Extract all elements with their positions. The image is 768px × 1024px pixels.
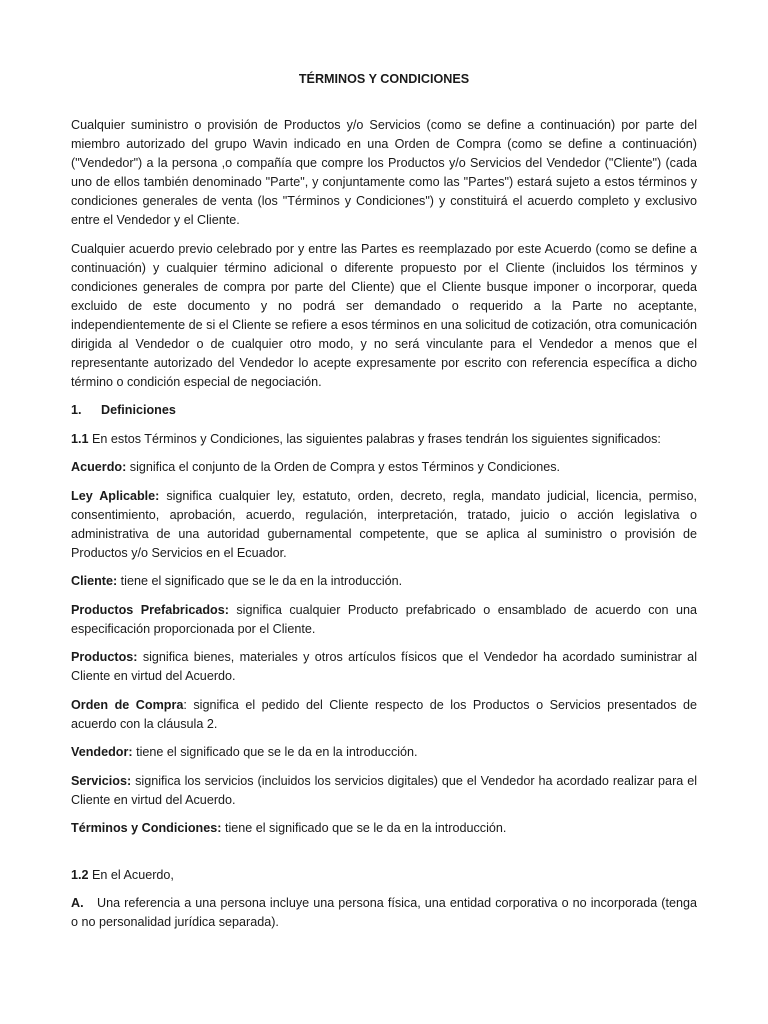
section-heading-definiciones: [71, 401, 697, 420]
section-number: 1.: [71, 403, 82, 417]
definition-term: Ley Aplicable:: [71, 488, 160, 503]
definition-text: significa bienes, materiales y otros artículos físicos que el Vendedor ha acordado suministrar al Cliente en virtud del Acuerdo.: [71, 650, 697, 683]
document-title: TÉRMINOS Y CONDICIONES: [298, 72, 470, 86]
definition-productos-prefabricados: [71, 601, 697, 639]
definition-servicios: [71, 772, 697, 810]
definition-cliente: [71, 572, 697, 591]
clause-text: En estos Términos y Condiciones, las siguientes palabras y frases tendrán los siguientes significados:: [88, 431, 661, 446]
definition-term: Vendedor:: [71, 745, 133, 759]
definition-acuerdo: [71, 458, 697, 477]
definition-text: significa el conjunto de la Orden de Compra y estos Términos y Condiciones.: [126, 460, 561, 474]
blank-line: [71, 848, 697, 866]
definition-orden-de-compra: [71, 696, 697, 734]
definition-term: Productos Prefabricados:: [71, 602, 229, 617]
intro-paragraph-1: Cualquier suministro o provisión de Productos y/o Servicios (como se define a continuación) por parte del miembro autorizado del grupo Wavin indicado en una Orden de Compra (como se define a continuación) ("Vendedor") a la persona ,o compañía que compre los Productos y/o Servicios del Vendedor ("Cliente") (cada uno de ellos también denominado "Parte", y conjuntamente como las "Partes") estará sujeto a estos términos y condiciones generales de venta (los "Términos y Condiciones") y constituirá el acuerdo completo y exclusivo entre el Vendedor y el Cliente.: [71, 118, 697, 227]
clause-text: En el Acuerdo,: [88, 867, 174, 882]
clause-1-1: [71, 430, 697, 449]
definition-term: Servicios:: [71, 773, 132, 788]
definition-term: Productos:: [71, 650, 138, 664]
definition-text: significa cualquier ley, estatuto, orden, decreto, regla, mandato judicial, licencia, permiso, consentimiento, aprobación, acuerdo, regulación, interpretación, tratado, juicio o acción legislativa o administrativa de una autoridad gubernamental competente, que se aplica al suministro o provisión de Productos y/o Servicios en el Ecuador.: [71, 488, 697, 560]
definition-productos: [71, 648, 697, 686]
definition-term: Orden de Compra: [71, 697, 184, 712]
clause-1-2: [71, 866, 697, 885]
intro-paragraph-2: Cualquier acuerdo previo celebrado por y entre las Partes es reemplazado por este Acuerdo (como se define a continuación) y cualquier término adicional o diferente propuesto por el Cliente (incluidos los términos y condiciones generales de compra por parte del Cliente) que el Cliente busque imponer o incorporar, queda excluido de este documento y no podrá ser demandado o requerido a la Parte no aceptante, independientemente de si el Cliente se refiere a esos términos en una solicitud de cotización, otra comunicación dirigida al Vendedor o de cualquier otro modo, y no será vinculante para el Vendedor a menos que el representante autorizado del Vendedor lo acepte expresamente por escrito con referencia específica a dicho término o condición especial de negociación.: [71, 241, 697, 389]
definition-text: tiene el significado que se le da en la introducción.: [117, 574, 403, 588]
definition-term: Acuerdo:: [71, 460, 127, 474]
item-text: Una referencia a una persona incluye una persona física, una entidad corporativa o no incorporada (tenga o no personalidad jurídica separada).: [71, 896, 697, 929]
definition-ley-aplicable: [71, 487, 697, 563]
definition-text: : significa el pedido del Cliente respecto de los Productos o Servicios presentados de acuerdo con la cláusula 2.: [71, 697, 698, 731]
definition-text: tiene el significado que se le da en la introducción.: [132, 745, 418, 759]
definition-terminos-y-condiciones: [71, 819, 697, 838]
definition-term: Cliente:: [71, 574, 118, 588]
document-page: [71, 70, 697, 942]
definition-text: significa los servicios (incluidos los servicios digitales) que el Vendedor ha acordado realizar para el Cliente en virtud del Acuerdo.: [71, 773, 697, 807]
item-letter: A.: [71, 896, 84, 910]
definition-text: significa cualquier Producto prefabricado o ensamblado de acuerdo con una especificación proporcionada por el Cliente.: [71, 602, 697, 636]
section-title: Definiciones: [101, 403, 176, 417]
item-a: [71, 894, 697, 932]
definition-text: tiene el significado que se le da en la introducción.: [221, 821, 507, 835]
definition-term: Términos y Condiciones:: [71, 821, 222, 835]
clause-number: 1.2: [71, 867, 89, 882]
clause-number: 1.1: [71, 431, 89, 446]
definition-vendedor: [71, 743, 697, 762]
